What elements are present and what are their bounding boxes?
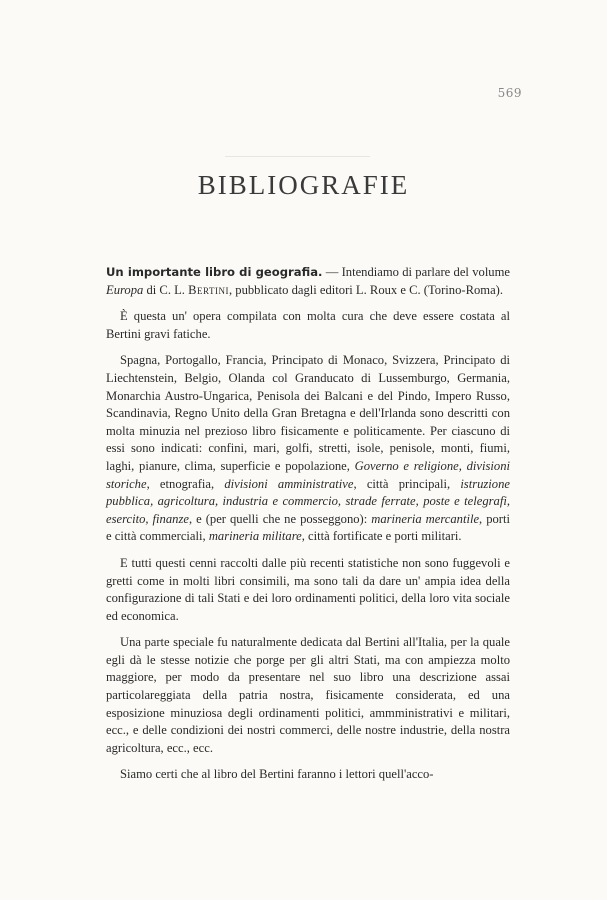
italic-run: Europa — [106, 282, 144, 297]
text-run: , e (per quelli che ne posseggono): — [188, 511, 372, 526]
text-run: , pubblicato dagli editori L. Roux e C. (Torino-Roma). — [228, 282, 503, 297]
text-run: — Intendiamo di parlare del volume — [322, 265, 510, 279]
italic-run: istruzione pubblica, agricoltura, industria e commercio, strade ferrate, poste e telegrafi, esercito, finanze — [106, 476, 510, 526]
page-number: 569 — [497, 86, 522, 100]
paragraph-1 — [106, 264, 510, 299]
text-run: di C. L. — [143, 282, 189, 297]
paragraph-6: Siamo certi che al libro del Bertini faranno i lettori quell'acco- — [120, 767, 434, 782]
text-run: , città fortificate e porti militari. — [301, 529, 462, 544]
paragraph-5: Una parte speciale fu naturalmente dedicata dal Bertini all'Italia, per la quale egli dà le stesse notizie che porge per gli altri Stati, ma con ampiezza molto maggiore, per modo da presentare nel suo libro una descrizione assai particolareggiata della patria nostra, fisicamente considerata, ed una esposizione minuziosa degli ordinamenti politici, ammministrativi e militari, ecc., e delle condizioni dei nostri commerci, delle nostre industrie, della nostra agricoltura, ecc., ecc. — [106, 635, 510, 755]
article-body — [106, 264, 510, 793]
paragraph-4: E tutti questi cenni raccolti dalle più recenti statistiche non sono fuggevoli e gretti come in molti libri consimili, ma sono tali da dare un' ampia idea della configurazione di tali Stati e dei loro ordinamenti politici, della loro vita sociale ed economica. — [106, 555, 510, 623]
paragraph-2: È questa un' opera compilata con molta cura che deve essere costata al Bertini gravi fatiche. — [106, 309, 510, 341]
section-heading: BIBLIOGRAFIE — [197, 170, 410, 200]
italic-run: divisioni amministrative — [224, 476, 354, 491]
italic-run: marineria militare — [208, 529, 302, 544]
text-run: , porti e città commerciali, — [106, 511, 510, 544]
text-run: , etnografia, — [146, 476, 225, 491]
paragraph-3 — [106, 352, 510, 546]
author-name: Bertini — [188, 282, 229, 297]
article-title: Un importante libro di geografia. — [106, 265, 323, 279]
text-run: , città principali, — [353, 476, 461, 491]
italic-run: marineria mercantile — [371, 511, 480, 526]
text-run: Spagna, Portogallo, Francia, Principato di Monaco, Svizzera, Principato di Liechtenstein, Belgio, Olanda col Granducato di Lussemburgo, Germania, Monarchia Austro-Ungarica, Penisola dei Balcani e del Pindo, Impero Russo, Scandinavia, Regno Unito della Gran Bretagna e dell'Irlanda sono descritti con molta minuzia nel prezioso libro fisicamente e politicamente. Per ciascuno di essi sono indicati: confini, mari, golfi, stretti, isole, penisole, monti, fiumi, laghi, pianure, clima, superficie e popolazione, — [106, 353, 510, 473]
faint-rule — [225, 156, 370, 157]
italic-run: Governo e religione, divisioni storiche — [106, 458, 510, 491]
